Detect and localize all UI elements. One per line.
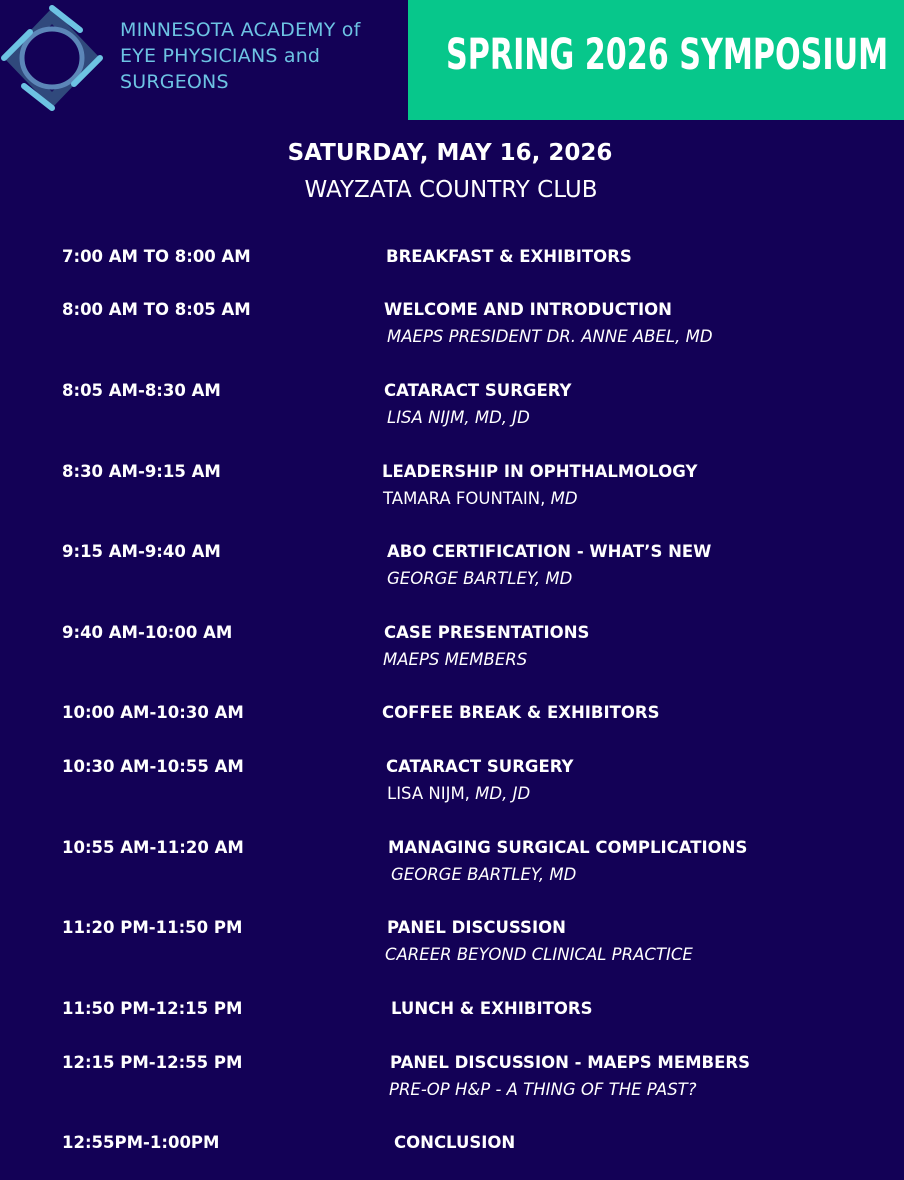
session-time: 10:00 AM-10:30 AM	[62, 703, 244, 722]
session-speaker	[387, 408, 530, 427]
org-name-line-2: EYE PHYSICIANS and	[120, 45, 321, 67]
banner-title: SPRING 2026 SYMPOSIUM	[446, 30, 889, 80]
session-title: PANEL DISCUSSION - MAEPS MEMBERS	[390, 1053, 750, 1072]
speaker-italic: CAREER BEYOND CLINICAL PRACTICE	[385, 945, 693, 964]
speaker-italic: LISA NIJM, MD, JD	[387, 408, 530, 427]
session-title: LUNCH & EXHIBITORS	[391, 999, 593, 1018]
session-title: MANAGING SURGICAL COMPLICATIONS	[388, 838, 748, 857]
speaker-italic: MD	[550, 489, 578, 508]
header	[0, 0, 904, 120]
session-title: CATARACT SURGERY	[384, 381, 572, 400]
speaker-italic: MAEPS PRESIDENT DR. ANNE ABEL, MD	[387, 327, 713, 346]
session-time: 11:50 PM-12:15 PM	[62, 999, 243, 1018]
session-time: 11:20 PM-11:50 PM	[62, 918, 243, 937]
session-time: 10:30 AM-10:55 AM	[62, 757, 244, 776]
session-time: 8:05 AM-8:30 AM	[62, 381, 221, 400]
session-time: 8:30 AM-9:15 AM	[62, 462, 221, 481]
org-name-line-1: MINNESOTA ACADEMY of	[120, 19, 361, 41]
event-date: SATURDAY, MAY 16, 2026	[287, 140, 613, 166]
session-speaker	[391, 865, 576, 884]
session-speaker	[387, 784, 530, 803]
speaker-plain: LISA NIJM,	[387, 784, 476, 803]
session-speaker	[387, 327, 713, 346]
session-speaker	[389, 1080, 697, 1099]
session-title: PANEL DISCUSSION	[387, 918, 566, 937]
speaker-italic: MAEPS MEMBERS	[383, 650, 528, 669]
session-speaker	[387, 569, 572, 588]
session-time: 12:15 PM-12:55 PM	[62, 1053, 243, 1072]
session-time: 12:55PM-1:00PM	[62, 1133, 220, 1152]
speaker-plain: TAMARA FOUNTAIN,	[383, 489, 551, 508]
session-title: BREAKFAST & EXHIBITORS	[386, 247, 632, 266]
session-time: 9:15 AM-9:40 AM	[62, 542, 221, 561]
session-speaker	[383, 489, 578, 508]
speaker-italic: PRE-OP H&P - A THING OF THE PAST?	[389, 1080, 697, 1099]
organization-name	[120, 17, 361, 95]
session-title: COFFEE BREAK & EXHIBITORS	[382, 703, 660, 722]
session-title: LEADERSHIP IN OPHTHALMOLOGY	[382, 462, 698, 481]
session-title: WELCOME AND INTRODUCTION	[384, 300, 672, 319]
speaker-italic: GEORGE BARTLEY, MD	[391, 865, 577, 884]
org-name-line-3: SURGEONS	[120, 71, 229, 93]
session-speaker	[385, 945, 693, 964]
session-title: CATARACT SURGERY	[386, 757, 574, 776]
session-title: ABO CERTIFICATION - WHAT’S NEW	[387, 542, 712, 561]
session-time: 9:40 AM-10:00 AM	[62, 623, 233, 642]
event-venue: WAYZATA COUNTRY CLUB	[304, 177, 598, 203]
speaker-italic: MD, JD	[475, 784, 531, 803]
session-time: 7:00 AM TO 8:00 AM	[62, 247, 251, 266]
symposium-banner	[408, 0, 904, 120]
session-speaker	[383, 650, 527, 669]
session-title: CONCLUSION	[394, 1133, 516, 1152]
session-title: CASE PRESENTATIONS	[384, 623, 590, 642]
session-time: 10:55 AM-11:20 AM	[62, 838, 244, 857]
speaker-italic: GEORGE BARTLEY, MD	[387, 569, 573, 588]
session-time: 8:00 AM TO 8:05 AM	[62, 300, 251, 319]
eye-logo-icon	[0, 0, 104, 116]
